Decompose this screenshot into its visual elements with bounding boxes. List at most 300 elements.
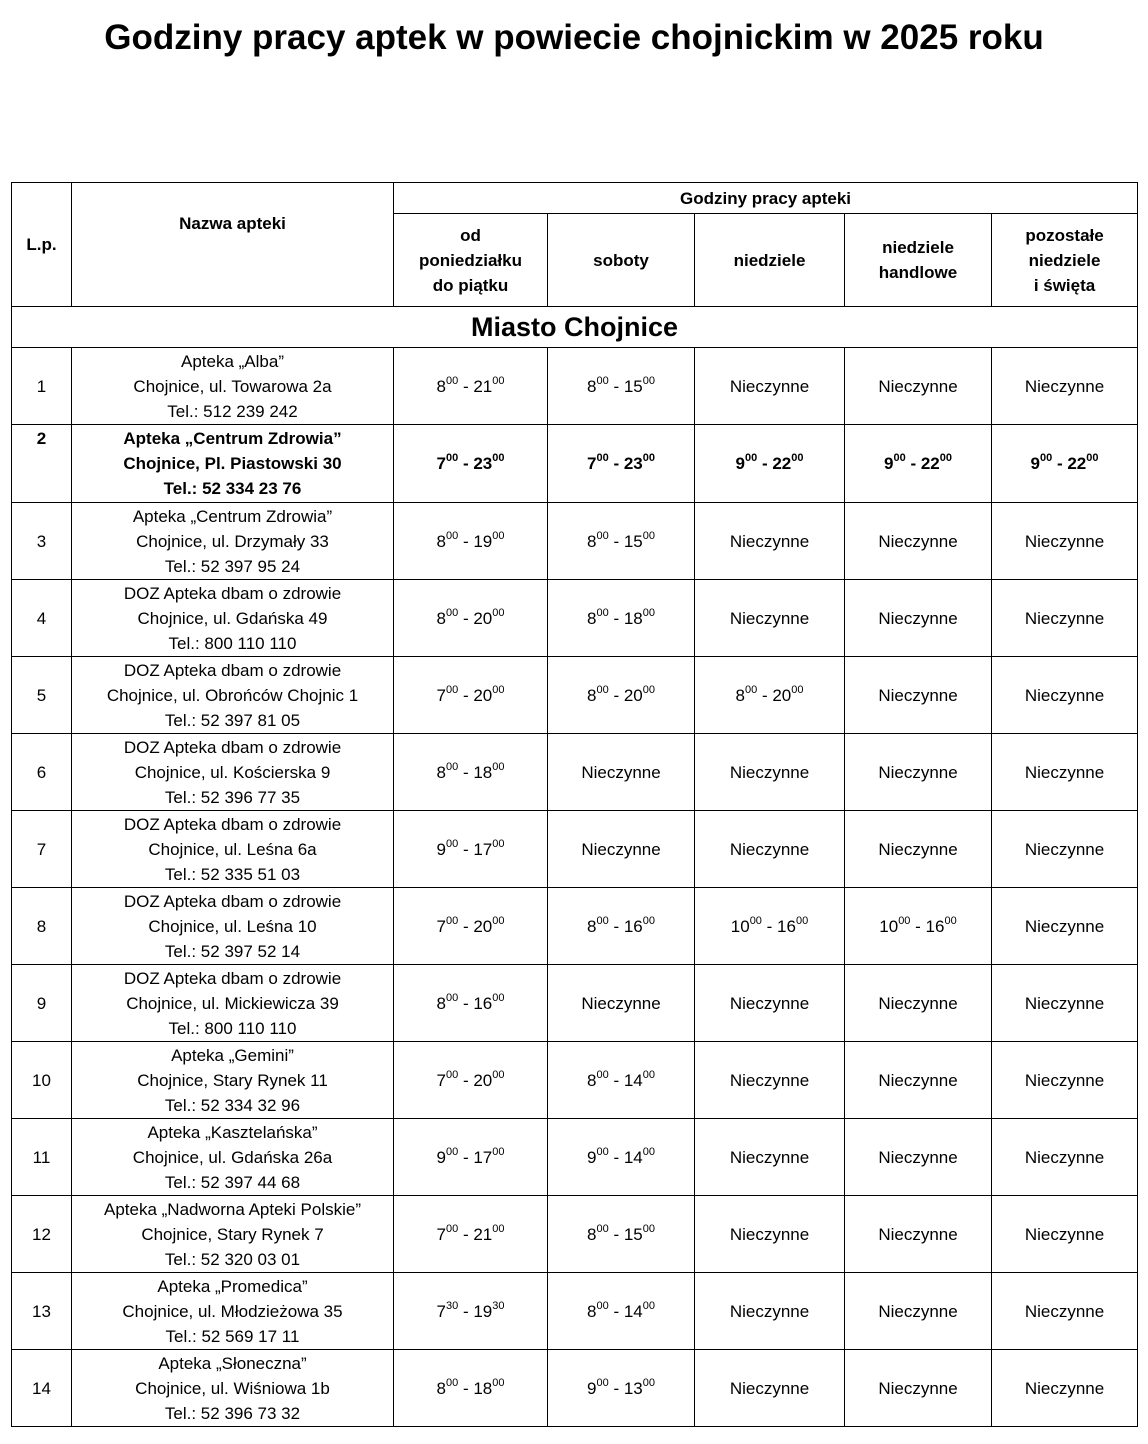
pharmacy-info [72,1119,394,1196]
page-title: Godziny pracy aptek w powiecie chojnickim w 2025 roku [104,18,1044,57]
pharmacy-phone: Tel.: 52 397 95 24 [164,556,301,576]
hours-other: Nieczynne [992,734,1138,811]
pharmacy-address: Chojnice, Pl. Piastowski 30 [123,454,342,473]
close-minutes: 00 [791,452,804,465]
open-minutes: 00 [596,1222,609,1235]
hours-trade-sunday: Nieczynne [845,1350,992,1427]
close-minutes: 00 [492,683,505,696]
close-minutes: 00 [944,914,957,927]
header-weekday: od poniedziałku do piątku [394,214,548,307]
close-hour: 16 [777,916,796,936]
pharmacy-phone: Tel.: 52 396 73 32 [164,1403,301,1423]
close-minutes: 00 [642,1299,655,1312]
hours-saturday [548,503,695,580]
open-minutes: 00 [744,452,758,465]
hours-weekday [394,580,548,657]
pharmacy-phone: Tel.: 800 110 110 [168,633,297,653]
row-number: 10 [12,1042,72,1119]
pharmacy-address: Chojnice, ul. Obrońców Chojnic 1 [106,685,359,705]
open-hour: 10 [879,916,899,936]
hours-other: Nieczynne [992,503,1138,580]
header-saturday: soboty [548,214,695,307]
close-minutes: 00 [492,837,505,850]
row-number: 8 [12,888,72,965]
open-hour: 8 [587,1070,597,1090]
pharmacy-info [72,1273,394,1350]
open-minutes: 00 [596,529,609,542]
pharmacy-phone: Tel.: 52 569 17 11 [165,1326,300,1346]
close-hour: 21 [473,1224,493,1244]
pharmacy-info [72,1350,394,1427]
open-minutes: 00 [445,1222,459,1235]
close-hour: 23 [473,454,493,473]
open-minutes: 00 [596,374,609,387]
hours-saturday [548,1350,695,1427]
table-row [12,1350,1138,1427]
hours-sunday: Nieczynne [695,503,845,580]
open-minutes: 00 [445,1068,459,1081]
range-separator: - [910,916,926,936]
pharmacy-name: DOZ Apteka dbam o zdrowie [123,583,342,603]
close-minutes: 00 [642,606,655,619]
pharmacy-address: Chojnice, Stary Rynek 7 [141,1224,324,1244]
hours-saturday [548,348,695,425]
range-separator: - [458,1301,474,1321]
open-hour: 7 [436,1070,446,1090]
open-hour: 9 [436,839,446,859]
open-minutes: 00 [445,1145,459,1158]
hours-weekday [394,1350,548,1427]
open-hour: 9 [1030,454,1040,473]
header-sunday: niedziele [695,214,845,307]
close-minutes: 00 [642,529,655,542]
close-minutes: 00 [492,529,505,542]
hours-other: Nieczynne [992,965,1138,1042]
range-separator: - [458,1378,474,1398]
hours-weekday [394,734,548,811]
close-minutes: 00 [642,1222,655,1235]
range-separator: - [608,454,624,473]
range-separator: - [1052,454,1068,473]
open-minutes: 00 [744,683,758,696]
range-separator: - [608,376,624,396]
pharmacy-name: Apteka „Alba” [181,351,284,371]
pharmacy-address: Chojnice, ul. Wiśniowa 1b [135,1378,330,1398]
open-hour: 7 [436,454,446,473]
close-hour: 20 [473,1070,493,1090]
close-minutes: 00 [1086,452,1099,465]
close-minutes: 00 [642,914,655,927]
hours-other: Nieczynne [992,1273,1138,1350]
close-minutes: 00 [492,991,505,1004]
row-number: 13 [12,1273,72,1350]
hours-weekday [394,348,548,425]
close-hour: 20 [473,608,493,628]
open-hour: 8 [587,916,597,936]
open-minutes: 30 [445,1299,459,1312]
row-number: 1 [12,348,72,425]
pharmacy-name: Apteka „Słoneczna” [158,1353,307,1373]
range-separator: - [608,1301,624,1321]
table-row [12,1196,1138,1273]
range-separator: - [458,454,474,473]
pharmacy-name: DOZ Apteka dbam o zdrowie [123,814,342,834]
close-hour: 15 [623,1224,643,1244]
range-separator: - [458,1224,474,1244]
hours-trade-sunday: Nieczynne [845,734,992,811]
close-hour: 16 [623,916,643,936]
hours-weekday [394,965,548,1042]
row-number: 6 [12,734,72,811]
header-name: Nazwa apteki [72,183,394,307]
open-hour: 8 [587,685,597,705]
hours-trade-sunday: Nieczynne [845,1042,992,1119]
table-row [12,965,1138,1042]
hours-other: Nieczynne [992,888,1138,965]
hours-sunday: Nieczynne [695,734,845,811]
table-row [12,888,1138,965]
close-hour: 15 [623,531,643,551]
close-hour: 18 [473,1378,493,1398]
pharmacy-phone: Tel.: 52 396 77 35 [164,787,301,807]
open-minutes: 00 [445,374,459,387]
hours-other: Nieczynne [992,1196,1138,1273]
open-minutes: 00 [445,991,459,1004]
open-hour: 7 [436,685,446,705]
hours-other: Nieczynne [992,580,1138,657]
close-minutes: 00 [492,914,505,927]
pharmacy-name: DOZ Apteka dbam o zdrowie [123,660,342,680]
close-hour: 22 [772,454,792,473]
pharmacy-info [72,888,394,965]
close-minutes: 00 [642,374,655,387]
open-hour: 7 [436,1224,446,1244]
open-minutes: 00 [445,452,459,465]
close-minutes: 00 [642,683,655,696]
hours-sunday [695,888,845,965]
hours-sunday: Nieczynne [695,1350,845,1427]
hours-saturday: Nieczynne [548,734,695,811]
open-hour: 8 [436,531,446,551]
range-separator: - [608,608,624,628]
range-separator: - [905,454,921,473]
open-minutes: 00 [596,606,609,619]
close-minutes: 00 [492,1068,505,1081]
range-separator: - [608,685,624,705]
open-hour: 8 [436,762,446,782]
hours-other: Nieczynne [992,1042,1138,1119]
close-minutes: 00 [492,606,505,619]
pharmacy-name: Apteka „Gemini” [171,1045,294,1065]
open-minutes: 00 [1039,452,1053,465]
pharmacy-name: DOZ Apteka dbam o zdrowie [123,968,342,988]
hours-saturday: Nieczynne [548,811,695,888]
open-hour: 7 [436,1301,446,1321]
close-minutes: 00 [642,1145,655,1158]
range-separator: - [458,608,474,628]
hours-trade-sunday: Nieczynne [845,348,992,425]
header-lp: L.p. [12,183,72,307]
pharmacy-name: DOZ Apteka dbam o zdrowie [123,737,342,757]
pharmacy-info [72,580,394,657]
range-separator: - [608,916,624,936]
pharmacy-phone: Tel.: 52 334 23 76 [163,479,302,498]
hours-sunday: Nieczynne [695,1119,845,1196]
pharmacy-info [72,734,394,811]
hours-weekday [394,1119,548,1196]
close-minutes: 30 [492,1299,505,1312]
close-hour: 18 [623,608,643,628]
hours-other: Nieczynne [992,811,1138,888]
hours-trade-sunday [845,425,992,503]
hours-weekday [394,503,548,580]
table-row [12,811,1138,888]
hours-saturday [548,1119,695,1196]
open-minutes: 00 [596,1068,609,1081]
pharmacy-address: Chojnice, ul. Kościerska 9 [134,762,331,782]
hours-saturday: Nieczynne [548,965,695,1042]
pharmacy-info [72,657,394,734]
pharmacy-phone: Tel.: 52 335 51 03 [164,864,301,884]
close-hour: 16 [473,993,493,1013]
close-hour: 19 [473,531,493,551]
close-hour: 17 [473,1147,493,1167]
pharmacy-address: Chojnice, ul. Leśna 10 [148,916,317,936]
hours-weekday [394,1042,548,1119]
close-minutes: 00 [642,452,655,465]
close-hour: 23 [623,454,643,473]
section-heading: Miasto Chojnice [12,307,1138,348]
pharmacy-address: Chojnice, ul. Gdańska 26a [132,1147,333,1167]
range-separator: - [458,376,474,396]
range-separator: - [458,531,474,551]
open-hour: 9 [587,1378,597,1398]
hours-saturday [548,580,695,657]
header-hours-group: Godziny pracy apteki [394,183,1138,214]
close-hour: 19 [473,1301,493,1321]
hours-saturday [548,1273,695,1350]
table-row [12,348,1138,425]
range-separator: - [458,1070,474,1090]
hours-weekday [394,657,548,734]
pharmacy-phone: Tel.: 52 397 81 05 [164,710,301,730]
open-minutes: 00 [596,914,609,927]
close-hour: 22 [920,454,940,473]
close-minutes: 00 [492,1376,505,1389]
range-separator: - [458,916,474,936]
range-separator: - [757,454,773,473]
range-separator: - [458,685,474,705]
range-separator: - [458,1147,474,1167]
hours-other: Nieczynne [992,348,1138,425]
hours-other [992,425,1138,503]
pharmacy-address: Chojnice, Stary Rynek 11 [137,1070,328,1090]
range-separator: - [757,685,773,705]
pharmacy-address: Chojnice, ul. Drzymały 33 [136,531,329,551]
row-number: 14 [12,1350,72,1427]
open-minutes: 00 [596,1376,609,1389]
open-minutes: 00 [445,914,459,927]
hours-saturday [548,1042,695,1119]
open-hour: 8 [587,531,597,551]
hours-sunday: Nieczynne [695,1273,845,1350]
close-hour: 16 [925,916,945,936]
open-minutes: 00 [445,1376,459,1389]
pharmacy-info [72,348,394,425]
hours-other: Nieczynne [992,1350,1138,1427]
pharmacy-info [72,965,394,1042]
open-hour: 9 [884,454,894,473]
range-separator: - [608,1378,624,1398]
open-minutes: 00 [596,1299,609,1312]
open-hour: 9 [735,454,745,473]
row-number: 9 [12,965,72,1042]
pharmacy-phone: Tel.: 52 397 44 68 [164,1172,301,1192]
pharmacy-name: Apteka „Kasztelańska” [147,1122,318,1142]
close-hour: 14 [623,1070,643,1090]
close-hour: 20 [473,916,493,936]
open-hour: 10 [730,916,750,936]
close-hour: 15 [623,376,643,396]
open-hour: 8 [587,1224,597,1244]
header-other-holidays: pozostałe niedziele i święta [992,214,1138,307]
table-row [12,503,1138,580]
table-row [12,1273,1138,1350]
hours-saturday [548,657,695,734]
hours-trade-sunday: Nieczynne [845,1273,992,1350]
hours-sunday: Nieczynne [695,811,845,888]
open-hour: 8 [436,1378,446,1398]
open-hour: 8 [587,376,597,396]
table-row [12,734,1138,811]
row-number: 5 [12,657,72,734]
pharmacy-phone: Tel.: 52 397 52 14 [164,941,301,961]
close-minutes: 00 [642,1376,655,1389]
close-minutes: 00 [492,1222,505,1235]
hours-trade-sunday: Nieczynne [845,811,992,888]
open-hour: 8 [436,993,446,1013]
close-hour: 17 [473,839,493,859]
range-separator: - [761,916,778,936]
open-minutes: 00 [893,452,906,465]
pharmacy-name: Apteka „Promedica” [157,1276,308,1296]
row-number: 11 [12,1119,72,1196]
close-minutes: 00 [492,1145,505,1158]
hours-sunday: Nieczynne [695,1196,845,1273]
hours-trade-sunday: Nieczynne [845,1119,992,1196]
pharmacy-name: DOZ Apteka dbam o zdrowie [123,891,342,911]
open-minutes: 00 [596,452,609,465]
hours-weekday [394,425,548,503]
close-minutes: 00 [939,452,952,465]
table-row [12,657,1138,734]
open-hour: 7 [436,916,446,936]
hours-weekday [394,1273,548,1350]
hours-trade-sunday: Nieczynne [845,503,992,580]
open-minutes: 00 [898,914,911,927]
row-number: 7 [12,811,72,888]
open-hour: 8 [436,376,446,396]
row-number: 4 [12,580,72,657]
table-row [12,1119,1138,1196]
close-hour: 14 [623,1301,643,1321]
pharmacy-address: Chojnice, ul. Towarowa 2a [133,376,332,396]
hours-weekday [394,811,548,888]
hours-trade-sunday: Nieczynne [845,965,992,1042]
close-hour: 20 [623,685,643,705]
close-minutes: 00 [642,1068,655,1081]
open-hour: 7 [587,454,597,473]
pharmacy-name: Apteka „Nadworna Apteki Polskie” [103,1199,362,1219]
open-hour: 8 [735,685,745,705]
hours-saturday [548,888,695,965]
close-hour: 18 [473,762,493,782]
pharmacy-phone: Tel.: 52 334 32 96 [164,1095,301,1115]
pharmacy-info [72,503,394,580]
close-hour: 20 [473,685,493,705]
table-row [12,580,1138,657]
open-hour: 9 [587,1147,597,1167]
open-hour: 8 [436,608,446,628]
close-minutes: 00 [795,914,809,927]
table-row [12,1042,1138,1119]
hours-trade-sunday [845,888,992,965]
close-hour: 20 [772,685,792,705]
pharmacy-address: Chojnice, ul. Leśna 6a [148,839,317,859]
pharmacy-hours-table [11,182,1138,1427]
pharmacy-name: Apteka „Centrum Zdrowia” [132,506,333,526]
close-hour: 21 [473,376,493,396]
close-minutes: 00 [492,760,505,773]
open-minutes: 00 [445,606,459,619]
pharmacy-info [72,1196,394,1273]
open-minutes: 00 [445,837,459,850]
open-minutes: 00 [596,1145,609,1158]
row-number: 3 [12,503,72,580]
hours-weekday [394,888,548,965]
pharmacy-info [72,1042,394,1119]
header-trade-sunday: niedziele handlowe [845,214,992,307]
hours-sunday: Nieczynne [695,1042,845,1119]
close-minutes: 00 [492,452,505,465]
open-hour: 8 [587,1301,597,1321]
open-minutes: 00 [749,914,762,927]
hours-saturday [548,425,695,503]
pharmacy-phone: Tel.: 512 239 242 [167,401,298,421]
hours-trade-sunday: Nieczynne [845,1196,992,1273]
hours-saturday [548,1196,695,1273]
hours-other: Nieczynne [992,657,1138,734]
pharmacy-address: Chojnice, ul. Gdańska 49 [137,608,328,628]
hours-other: Nieczynne [992,1119,1138,1196]
range-separator: - [458,993,474,1013]
open-minutes: 00 [445,683,459,696]
hours-weekday [394,1196,548,1273]
hours-sunday: Nieczynne [695,580,845,657]
close-minutes: 00 [791,683,804,696]
open-hour: 8 [587,608,597,628]
pharmacy-phone: Tel.: 800 110 110 [168,1018,297,1038]
pharmacy-address: Chojnice, ul. Młodzieżowa 35 [122,1301,343,1321]
pharmacy-info [72,425,394,503]
range-separator: - [458,839,474,859]
table-row [12,425,1138,503]
pharmacy-name: Apteka „Centrum Zdrowia” [123,429,342,448]
close-minutes: 00 [492,374,505,387]
range-separator: - [608,531,624,551]
hours-trade-sunday: Nieczynne [845,657,992,734]
range-separator: - [458,762,474,782]
